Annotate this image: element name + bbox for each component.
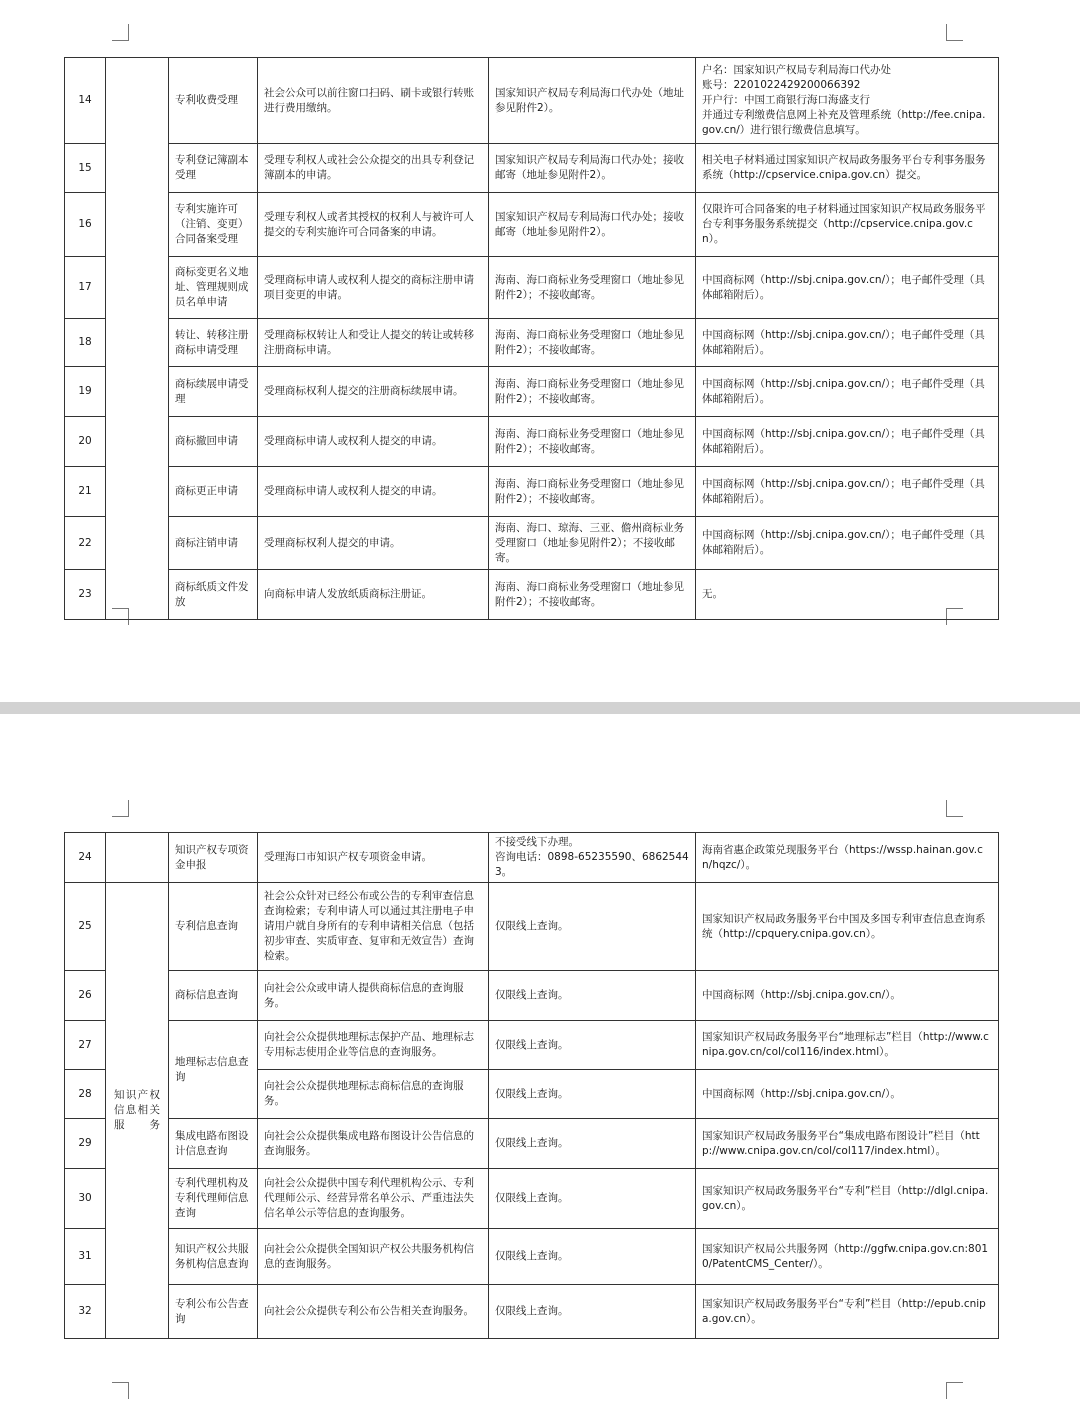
offline-channel: 海南、海口商标业务受理窗口（地址参见附件2）；不接收邮寄。 — [489, 417, 696, 467]
online-channel: 海南省惠企政策兑现服务平台（https://wssp.hainan.gov.cn/hqzc/）。 — [696, 833, 999, 883]
service-name: 专利登记簿副本受理 — [169, 144, 258, 193]
row-number: 31 — [65, 1229, 106, 1285]
online-channel: 中国商标网（http://sbj.cnipa.gov.cn/）。 — [696, 1070, 999, 1119]
table-row — [65, 833, 999, 883]
service-name: 商标撤回申请 — [169, 417, 258, 467]
category-label: 知识产权信息相关服务 — [114, 1089, 160, 1131]
crop-mark — [112, 800, 129, 817]
offline-channel: 海南、海口商标业务受理窗口（地址参见附件2）；不接收邮寄。 — [489, 319, 696, 367]
row-number: 29 — [65, 1119, 106, 1169]
service-content: 受理专利权人或社会公众提交的出具专利登记簿副本的申请。 — [258, 144, 489, 193]
service-content: 向商标申请人发放纸质商标注册证。 — [258, 570, 489, 620]
online-channel: 户名：国家知识产权局专利局海口代办处 账号：2201022429200066392 开户行：中国工商银行海口海盛支行 并通过专利缴费信息网上补充及管理系统（http://fee.cnipa.gov.cn/）进行银行缴费信息填写。 — [696, 58, 999, 144]
service-name: 商标信息查询 — [169, 971, 258, 1021]
page-separator — [0, 702, 1080, 714]
service-content: 受理商标申请人或权利人提交的商标注册申请项目变更的申请。 — [258, 257, 489, 319]
online-channel: 国家知识产权局公共服务网（http://ggfw.cnipa.gov.cn:8010/PatentCMS_Center/）。 — [696, 1229, 999, 1285]
offline-channel: 仅限线上查询。 — [489, 1285, 696, 1339]
service-name: 商标更正申请 — [169, 467, 258, 517]
row-number: 26 — [65, 971, 106, 1021]
service-name: 商标续展申请受理 — [169, 367, 258, 417]
table-row — [65, 1285, 999, 1339]
crop-mark — [946, 800, 963, 817]
offline-channel: 仅限线上查询。 — [489, 1169, 696, 1229]
table-row — [65, 467, 999, 517]
service-name: 商标变更名义地址、管理规则成员名单申请 — [169, 257, 258, 319]
table-row — [65, 1021, 999, 1070]
crop-mark — [946, 1382, 963, 1399]
service-name: 专利信息查询 — [169, 883, 258, 971]
table-row — [65, 1119, 999, 1169]
row-number: 16 — [65, 193, 106, 257]
service-content: 受理商标申请人或权利人提交的申请。 — [258, 467, 489, 517]
row-number: 23 — [65, 570, 106, 620]
document-page-1 — [0, 0, 1080, 702]
offline-channel: 仅限线上查询。 — [489, 1070, 696, 1119]
service-name: 集成电路布图设计信息查询 — [169, 1119, 258, 1169]
service-name: 转让、转移注册商标申请受理 — [169, 319, 258, 367]
service-content: 受理专利权人或者其授权的权利人与被许可人提交的专利实施许可合同备案的申请。 — [258, 193, 489, 257]
offline-channel: 国家知识产权局专利局海口代办处（地址参见附件2）。 — [489, 58, 696, 144]
table-row — [65, 1229, 999, 1285]
service-name: 商标注销申请 — [169, 517, 258, 570]
offline-channel: 仅限线上查询。 — [489, 1229, 696, 1285]
service-name: 商标纸质文件发放 — [169, 570, 258, 620]
online-channel: 无。 — [696, 570, 999, 620]
service-content: 向社会公众提供专利公布公告相关查询服务。 — [258, 1285, 489, 1339]
category-cell-empty — [106, 833, 169, 883]
table-row — [65, 367, 999, 417]
table-row — [65, 319, 999, 367]
crop-mark — [112, 24, 129, 41]
table-row — [65, 193, 999, 257]
row-number: 17 — [65, 257, 106, 319]
service-name: 知识产权专项资金申报 — [169, 833, 258, 883]
table-row — [65, 417, 999, 467]
online-channel: 中国商标网（http://sbj.cnipa.gov.cn/）；电子邮件受理（具体邮箱附后）。 — [696, 417, 999, 467]
service-content: 向社会公众提供地理标志保护产品、地理标志专用标志使用企业等信息的查询服务。 — [258, 1021, 489, 1070]
row-number: 15 — [65, 144, 106, 193]
row-number: 20 — [65, 417, 106, 467]
row-number: 32 — [65, 1285, 106, 1339]
online-channel: 国家知识产权局政务服务平台“地理标志”栏目（http://www.cnipa.gov.cn/col/col116/index.html）。 — [696, 1021, 999, 1070]
category-cell-empty — [106, 58, 169, 620]
online-channel: 相关电子材料通过国家知识产权局政务服务平台专利事务服务系统（http://cpservice.cnipa.gov.cn）提交。 — [696, 144, 999, 193]
offline-channel: 海南、海口商标业务受理窗口（地址参见附件2）；不接收邮寄。 — [489, 367, 696, 417]
service-content: 向社会公众提供中国专利代理机构公示、专利代理师公示、经营异常名单公示、严重违法失信名单公示等信息的查询服务。 — [258, 1169, 489, 1229]
online-channel: 中国商标网（http://sbj.cnipa.gov.cn/）；电子邮件受理（具体邮箱附后）。 — [696, 517, 999, 570]
category-cell — [106, 883, 169, 1339]
online-channel: 中国商标网（http://sbj.cnipa.gov.cn/）；电子邮件受理（具体邮箱附后）。 — [696, 367, 999, 417]
online-channel: 中国商标网（http://sbj.cnipa.gov.cn/）。 — [696, 971, 999, 1021]
service-content: 向社会公众提供地理标志商标信息的查询服务。 — [258, 1070, 489, 1119]
row-number: 21 — [65, 467, 106, 517]
online-channel: 国家知识产权局政务服务平台“专利”栏目（http://dlgl.cnipa.gov.cn）。 — [696, 1169, 999, 1229]
table-row — [65, 971, 999, 1021]
row-number: 28 — [65, 1070, 106, 1119]
online-channel: 中国商标网（http://sbj.cnipa.gov.cn/）；电子邮件受理（具体邮箱附后）。 — [696, 467, 999, 517]
online-channel: 中国商标网（http://sbj.cnipa.gov.cn/）；电子邮件受理（具体邮箱附后）。 — [696, 319, 999, 367]
row-number: 25 — [65, 883, 106, 971]
table-row — [65, 570, 999, 620]
offline-channel: 海南、海口商标业务受理窗口（地址参见附件2）；不接收邮寄。 — [489, 257, 696, 319]
row-number: 22 — [65, 517, 106, 570]
service-name: 专利公布公告查询 — [169, 1285, 258, 1339]
table-row — [65, 144, 999, 193]
offline-channel: 仅限线上查询。 — [489, 1119, 696, 1169]
service-name: 专利实施许可（注销、变更）合同备案受理 — [169, 193, 258, 257]
online-channel: 中国商标网（http://sbj.cnipa.gov.cn/）；电子邮件受理（具体邮箱附后）。 — [696, 257, 999, 319]
crop-mark — [946, 24, 963, 41]
service-name: 专利收费受理 — [169, 58, 258, 144]
table-row — [65, 883, 999, 971]
service-content: 受理商标申请人或权利人提交的申请。 — [258, 417, 489, 467]
offline-channel: 仅限线上查询。 — [489, 1021, 696, 1070]
service-content: 向社会公众或申请人提供商标信息的查询服务。 — [258, 971, 489, 1021]
service-content: 社会公众可以前往窗口扫码、刷卡或银行转账进行费用缴纳。 — [258, 58, 489, 144]
service-name: 地理标志信息查询 — [169, 1021, 258, 1119]
service-content: 受理海口市知识产权专项资金申请。 — [258, 833, 489, 883]
service-name: 知识产权公共服务机构信息查询 — [169, 1229, 258, 1285]
table-row — [65, 257, 999, 319]
offline-channel: 海南、海口商标业务受理窗口（地址参见附件2）；不接收邮寄。 — [489, 570, 696, 620]
service-content: 向社会公众提供集成电路布图设计公告信息的查询服务。 — [258, 1119, 489, 1169]
offline-channel: 海南、海口商标业务受理窗口（地址参见附件2）；不接收邮寄。 — [489, 467, 696, 517]
offline-channel: 海南、海口、琼海、三亚、儋州商标业务受理窗口（地址参见附件2）；不接收邮寄。 — [489, 517, 696, 570]
offline-channel: 国家知识产权局专利局海口代办处；接收邮寄（地址参见附件2）。 — [489, 144, 696, 193]
services-table-1 — [64, 57, 999, 620]
service-content: 社会公众针对已经公布或公告的专利审查信息查询检索；专利申请人可以通过其注册电子申请用户就自身所有的专利申请相关信息（包括初步审查、实质审查、复审和无效宣告）查询检索。 — [258, 883, 489, 971]
service-content: 向社会公众提供全国知识产权公共服务机构信息的查询服务。 — [258, 1229, 489, 1285]
document-page-2 — [0, 714, 1080, 1419]
online-channel: 仅限许可合同备案的电子材料通过国家知识产权局政务服务平台专利事务服务系统提交（http://cpservice.cnipa.gov.cn）。 — [696, 193, 999, 257]
crop-mark — [112, 1382, 129, 1399]
offline-channel: 仅限线上查询。 — [489, 883, 696, 971]
row-number: 18 — [65, 319, 106, 367]
table-row — [65, 58, 999, 144]
row-number: 19 — [65, 367, 106, 417]
online-channel: 国家知识产权局政务服务平台中国及多国专利审查信息查询系统（http://cpquery.cnipa.gov.cn）。 — [696, 883, 999, 971]
offline-channel: 不接受线下办理。 咨询电话：0898-65235590、68625443。 — [489, 833, 696, 883]
row-number: 14 — [65, 58, 106, 144]
row-number: 27 — [65, 1021, 106, 1070]
table-row — [65, 517, 999, 570]
service-name: 专利代理机构及专利代理师信息查询 — [169, 1169, 258, 1229]
offline-channel: 国家知识产权局专利局海口代办处；接收邮寄（地址参见附件2）。 — [489, 193, 696, 257]
row-number: 30 — [65, 1169, 106, 1229]
offline-channel: 仅限线上查询。 — [489, 971, 696, 1021]
service-content: 受理商标权利人提交的申请。 — [258, 517, 489, 570]
service-content: 受理商标权利人提交的注册商标续展申请。 — [258, 367, 489, 417]
online-channel: 国家知识产权局政务服务平台“集成电路布图设计”栏目（http://www.cnipa.gov.cn/col/col117/index.html）。 — [696, 1119, 999, 1169]
online-channel: 国家知识产权局政务服务平台“专利”栏目（http://epub.cnipa.gov.cn）。 — [696, 1285, 999, 1339]
table-row — [65, 1169, 999, 1229]
services-table-2 — [64, 832, 999, 1339]
row-number: 24 — [65, 833, 106, 883]
service-content: 受理商标权转让人和受让人提交的转让或转移注册商标申请。 — [258, 319, 489, 367]
